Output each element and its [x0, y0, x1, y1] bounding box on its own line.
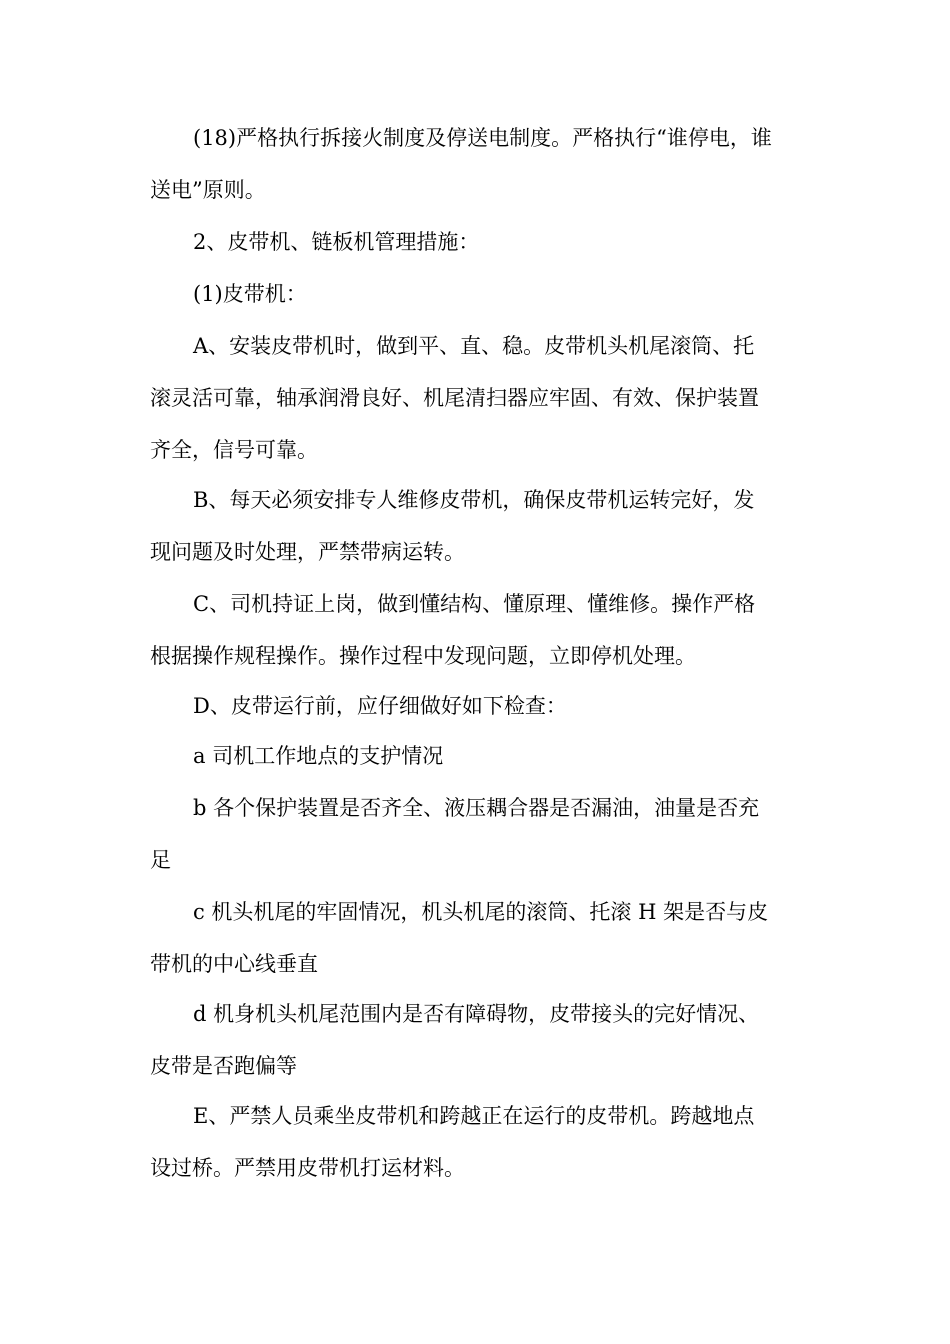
text-line: d 机身机头机尾范围内是否有障碍物，皮带接头的完好情况、 [193, 1002, 760, 1026]
text-line: c 机头机尾的牢固情况，机头机尾的滚筒、托滚 H 架是否与皮 [193, 900, 769, 924]
list-item-d [150, 988, 800, 1092]
text-line: 送电”原则。 [150, 178, 266, 202]
list-item-b [150, 782, 800, 886]
text-line: a 司机工作地点的支护情况 [193, 744, 444, 768]
paragraph-d-pre-run-check [150, 680, 800, 732]
text-line: E、严禁人员乘坐皮带机和跨越正在运行的皮带机。跨越地点 [193, 1104, 755, 1128]
text-line: 滚灵活可靠，轴承润滑良好、机尾清扫器应牢固、有效、保护装置 [150, 386, 759, 410]
text-line: 带机的中心线垂直 [150, 952, 318, 976]
paragraph-e-safety [150, 1090, 800, 1194]
text-line: 皮带是否跑偏等 [150, 1054, 297, 1078]
paragraph-a-installation [150, 320, 800, 476]
list-item-a [150, 730, 800, 782]
paragraph-b-maintenance [150, 474, 800, 578]
text-line: B、每天必须安排专人维修皮带机，确保皮带机运转完好，发 [193, 488, 755, 512]
text-line: 设过桥。严禁用皮带机打运材料。 [150, 1156, 465, 1180]
text-line: 现问题及时处理，严禁带病运转。 [150, 540, 465, 564]
text-line: D、皮带运行前，应仔细做好如下检查： [193, 694, 567, 718]
text-line: (18)严格执行拆接火制度及停送电制度。严格执行“谁停电，谁 [193, 126, 772, 150]
section-heading-2 [150, 216, 800, 268]
text-line: b 各个保护装置是否齐全、液压耦合器是否漏油，油量是否充 [193, 796, 760, 820]
text-line: 足 [150, 848, 171, 872]
subsection-heading-1 [150, 268, 800, 320]
list-item-c [150, 886, 800, 990]
text-line: 根据操作规程操作。操作过程中发现问题，立即停机处理。 [150, 644, 696, 668]
paragraph-18-fire-power-rules [150, 112, 800, 216]
text-line: 齐全，信号可靠。 [150, 438, 318, 462]
text-line: A、安装皮带机时，做到平、直、稳。皮带机头机尾滚筒、托 [193, 334, 755, 358]
paragraph-c-operator [150, 578, 800, 682]
text-line: C、司机持证上岗，做到懂结构、懂原理、懂维修。操作严格 [193, 592, 756, 616]
text-line: (1)皮带机： [193, 282, 307, 306]
text-line: 2、皮带机、链板机管理措施： [193, 230, 480, 254]
